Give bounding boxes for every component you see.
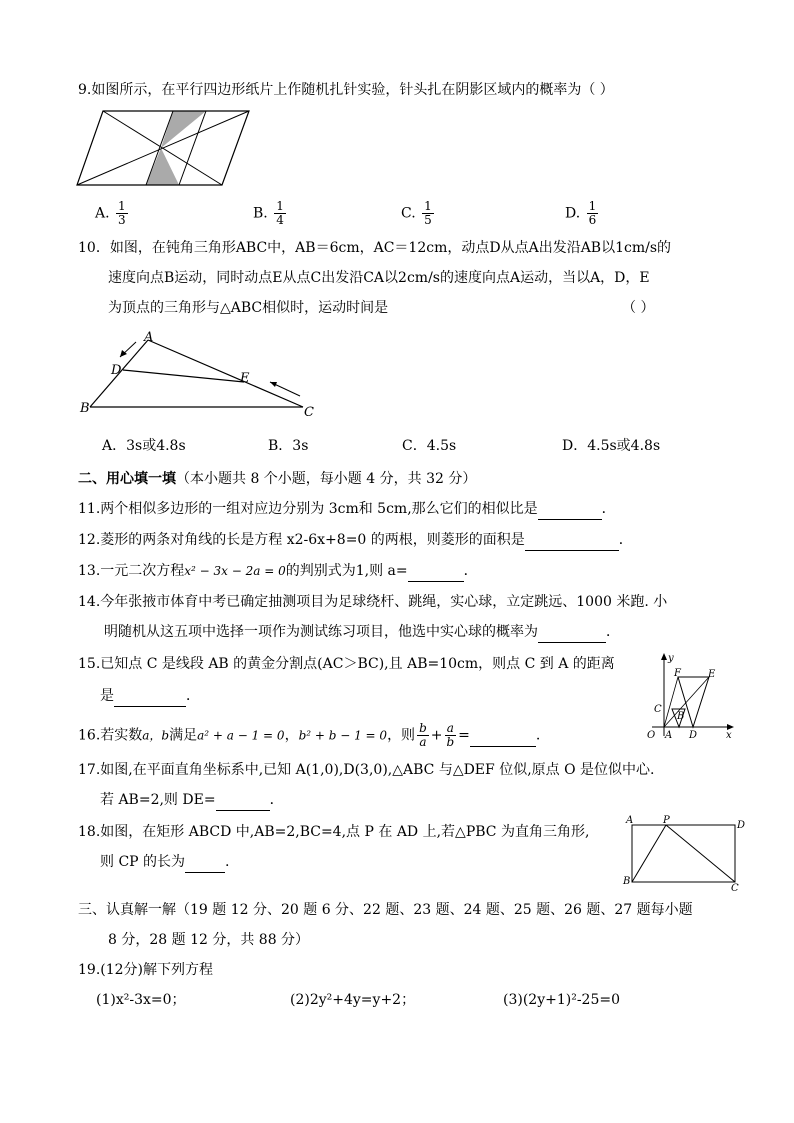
q10-triangle-figure [78,330,318,425]
label-C: C [731,883,739,894]
q10-line2: 速度向点B运动，同时动点E从点C出发沿CA以2cm/s的速度向点A运动，当以A，D，E [108,270,650,286]
q15-line1: 15.已知点 C 是线段 AB 的黄金分割点(AC＞BC),且 AB=10cm，则点 C 到 A 的距离 [78,656,615,672]
label-B: B [677,711,685,722]
q10-answer-paren: （ ） [622,300,655,316]
label-D: D [111,363,122,378]
label-x: x [726,730,732,740]
q9-option-b[interactable]: B. $\frac{1}{4}$ [253,199,284,227]
q14-line1: 14.今年张掖市体育中考已确定抽测项目为足球绕杆、跳绳，实心球，立定跳远、1000 米跑. 小 [78,594,668,610]
q13: 13.一元二次方程x² − 3x − 2a = 0的判别式为1,则 a= ． [78,561,478,582]
label-C: C [304,405,314,420]
label-A: A [626,815,634,826]
q12: 12.菱形的两条对角线的长是方程 x2-6x+8=0 的两根，则菱形的面积是 ． [78,530,633,551]
q12-answer-blank[interactable] [525,530,619,551]
q17-answer-blank[interactable] [216,790,270,811]
q9-option-c[interactable]: C. $\frac{1}{5}$ [401,199,432,227]
q17-line2: 若 AB=2,则 DE= ． [100,790,284,811]
q19-title: 19.(12分)解下列方程 [78,962,214,978]
label-C: C [654,704,662,715]
label-B: B [80,401,90,416]
section2-title: 二、用心填一填 [78,471,176,487]
q13-answer-blank[interactable] [408,561,464,582]
label-O: O [647,730,656,740]
label-D: D [737,820,746,831]
q13-equation: x² − 3x − 2a = 0 [184,564,286,578]
q18-line1: 18.如图，在矩形 ABCD 中,AB=2,BC=4,点 P 在 AD 上,若△PBC 为直角三角形, [78,824,590,840]
q9-text: 9.如图所示，在平行四边形纸片上作随机扎针实验，针头扎在阴影区域内的概率为（ ） [78,82,614,98]
label-B: B [623,876,631,887]
q14-line2: 明随机从这五项中选择一项作为测试练习项目，他选中实心球的概率为 ． [104,622,620,643]
q11-answer-blank[interactable] [538,499,602,520]
q18-line2: 则 CP 的长为 . [100,852,230,873]
q19-part3: (3)(2y+1)²-25=0 [503,992,621,1008]
q16-fraction-b-over-a: $\frac{b}{a}$ [419,721,427,749]
label-y: y [668,653,674,664]
q18-rectangle-figure [620,814,750,894]
q16-answer-blank[interactable] [470,726,536,747]
label-P: P [663,815,670,826]
label-D: D [689,730,698,740]
q18-answer-blank[interactable] [185,852,225,873]
q16: 16.若实数a，b满足a² + a − 1 = 0，b² + b − 1 = 0，则 $\frac{b}{a}$ + $\frac{a}{b}$ = . [78,721,541,749]
q19-part1: (1)x²-3x=0； [96,992,186,1008]
q15-line2: 是 ． [100,686,200,707]
q10-option-c[interactable]: C．4.5s [402,438,457,454]
q16-fraction-a-over-b: $\frac{a}{b}$ [446,721,455,749]
q19-part2: (2)2y²+4y=y+2； [290,992,416,1008]
section2-heading [78,469,476,489]
q9-option-d[interactable]: D. $\frac{1}{6}$ [565,199,597,227]
q9-option-a[interactable]: A. $\frac{1}{3}$ [95,199,126,227]
q9-parallelogram-figure [76,110,256,190]
label-A: A [144,330,154,345]
label-F: F [674,668,681,679]
section3-line2: 8 分，28 题 12 分，共 88 分） [108,932,310,948]
q17-line1: 17.如图,在平面直角坐标系中,已知 A(1,0),D(3,0),△ABC 与△DEF 位似,原点 O 是位似中心. [78,762,655,778]
label-E: E [240,371,250,386]
q17-coordinate-figure [638,650,738,740]
section2-note: （本小题共 8 个小题，每小题 4 分，共 32 分） [176,471,477,487]
q10-line3: 为顶点的三角形与△ABC相似时，运动时间是 [108,300,389,316]
q16-equation-a: a² + a − 1 = 0 [197,728,285,743]
q10-option-b[interactable]: B．3s [268,438,309,454]
section3-line1: 三、认真解一解（19 题 12 分、20 题 6 分、22 题、23 题、24 题、25 题、26 题、27 题每小题 [78,902,693,918]
q10-line1: 10．如图，在钝角三角形ABC中，AB＝6cm，AC＝12cm，动点D从点A出发沿AB以1cm/s的 [78,240,672,256]
q11: 11.两个相似多边形的一组对应边分别为 3cm和 5cm,那么它们的相似比是 ． [78,499,616,520]
q10-option-a[interactable]: A．3s或4.8s [102,438,186,454]
label-A: A [665,730,673,740]
q14-answer-blank[interactable] [538,622,606,643]
q10-option-d[interactable]: D．4.5s或4.8s [562,438,661,454]
label-E: E [708,669,716,680]
q15-answer-blank[interactable] [114,686,186,707]
q16-equation-b: b² + b − 1 = 0 [298,728,388,743]
